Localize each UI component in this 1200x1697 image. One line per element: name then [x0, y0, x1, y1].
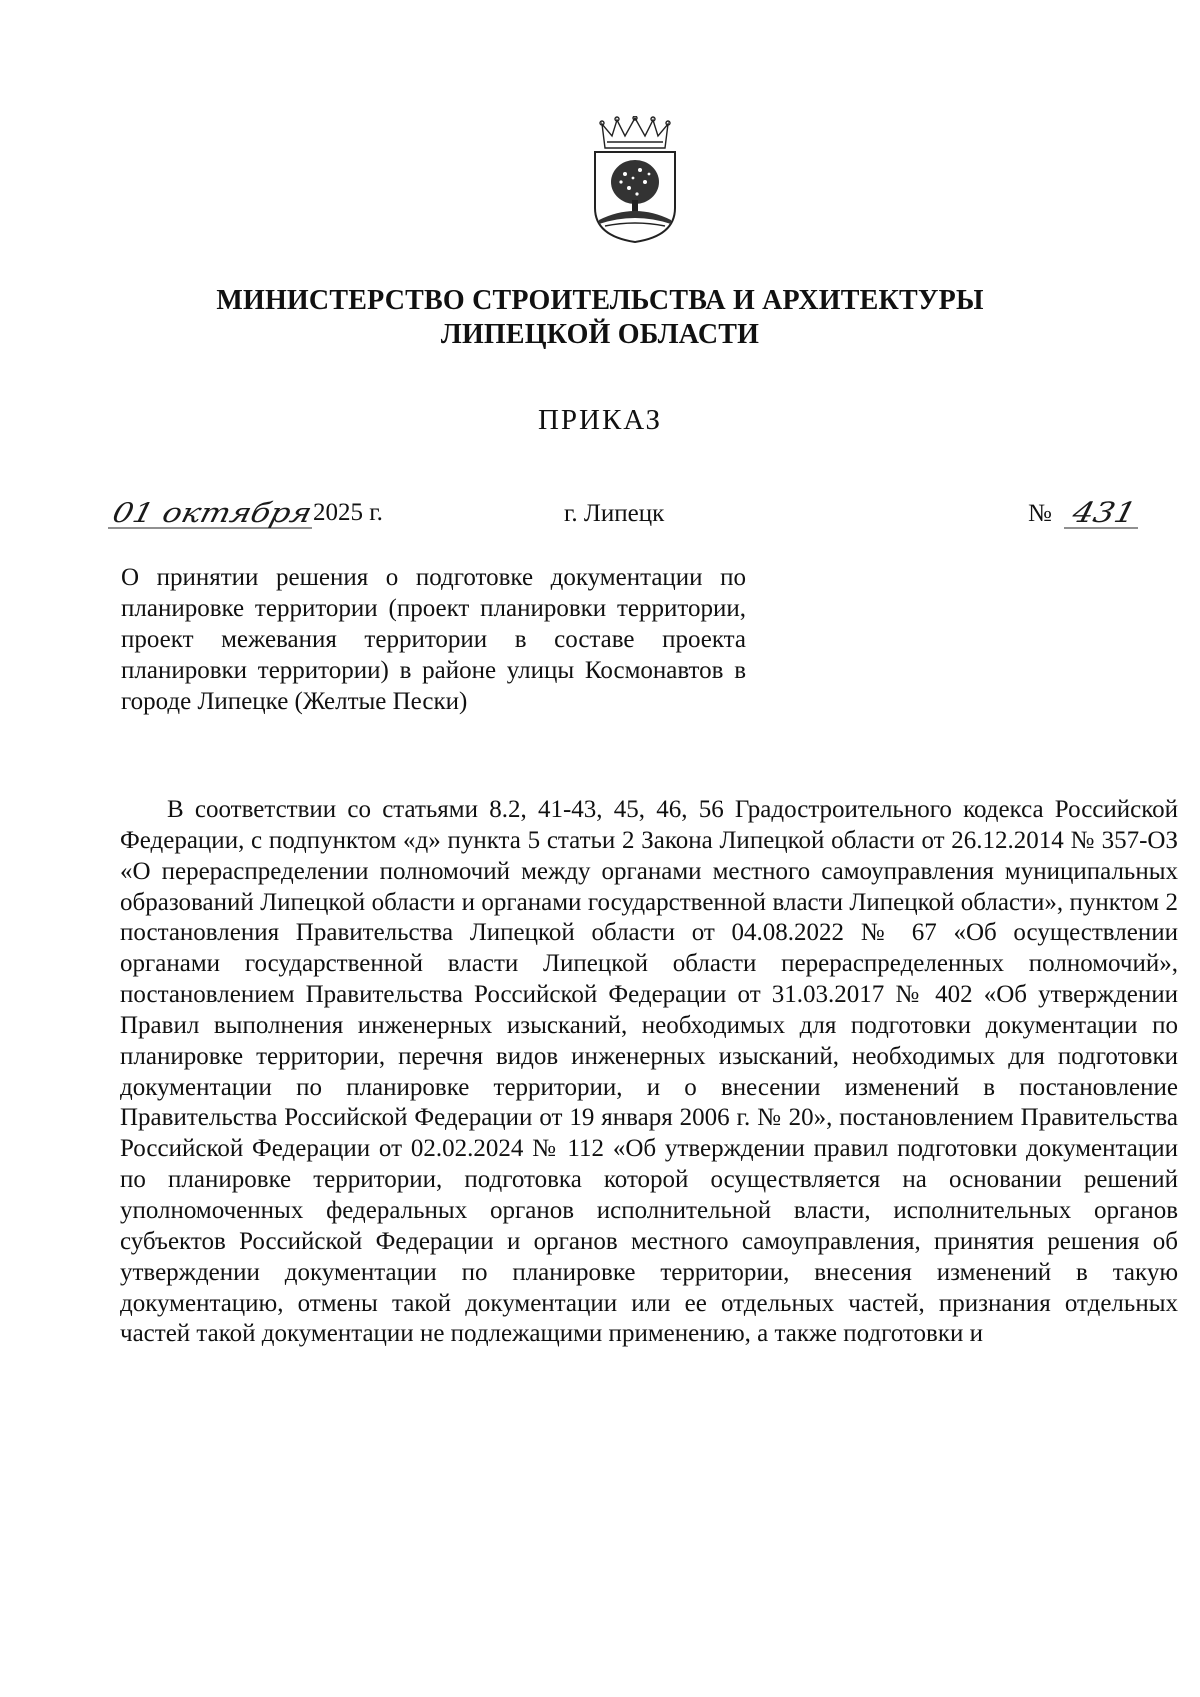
handwritten-date-text: 01 октября	[109, 498, 288, 529]
ministry-name-line1: МИНИСТЕРСТВО СТРОИТЕЛЬСТВА И АРХИТЕКТУРЫ	[216, 285, 984, 316]
document-year: 2025 г.	[313, 499, 383, 526]
handwritten-number	[1064, 494, 1142, 534]
number-sign: №	[1028, 500, 1052, 527]
coat-of-arms-icon	[585, 116, 685, 244]
ministry-name	[0, 284, 1200, 352]
ministry-name-line2: ЛИПЕЦКОЙ ОБЛАСТИ	[440, 319, 760, 350]
body-paragraph: В соответствии со статьями 8.2, 41-43, 45, 46, 56 Градостроительного кодекса Российской Федерации, с подпунктом «д» пункта 5 статьи 2 Закона Липецкой области от 26.12.2014 № 357-ОЗ «О перераспределении полномочий между органами местного самоуправления муниципальных образований Липецкой области и органами государственной власти Липецкой области», пунктом 2 постановления Правительства Липецкой области от 04.08.2022 № 67 «Об осуществлении органами государственной власти Липецкой области перераспределенных полномочий», постановлением Правительства Российской Федерации от 31.03.2017 № 402 «Об утверждении Правил выполнения инженерных изысканий, необходимых для подготовки документации по планировке территории, перечня видов инженерных изысканий, необходимых для подготовки документации по планировке территории, и о внесении изменений в постановление Правительства Российской Федерации от 19 января 2006 г. № 20», постановлением Правительства Российской Федерации от 02.02.2024 № 112 «Об утверждении правил подготовки документации по планировке территории, подготовка которой осуществляется на основании решений уполномоченных федеральных органов исполнительной власти, исполнительных органов субъектов Российской Федерации и органов местного самоуправления, принятия решения об утверждении документации по планировке территории, внесения изменений в такую документацию, отмены такой документации или ее отдельных частей, признания отдельных частей такой документации не подлежащими применению, а также подготовки и	[120, 796, 1178, 1348]
handwritten-number-text: 431	[1069, 496, 1131, 529]
document-city: г. Липецк	[564, 500, 665, 527]
document-type-title: ПРИКАЗ	[537, 404, 663, 436]
document-subject: О принятии решения о подготовке документации по планировке территории (проект планировки территории, проект межевания территории в составе проекта планировки территории) в районе улицы Космонавтов в городе Липецке (Желтые Пески)	[121, 564, 746, 715]
handwritten-date	[108, 494, 312, 534]
